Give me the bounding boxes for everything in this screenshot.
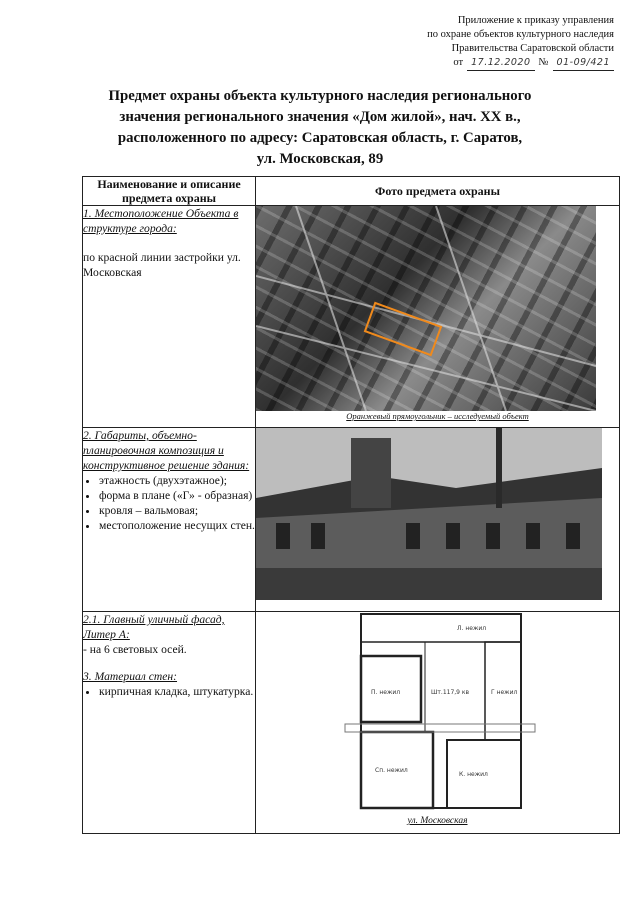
plan-label-top: Л. нежил xyxy=(456,625,486,632)
material-list xyxy=(83,684,255,699)
list-item: • этажность (двухэтажное); xyxy=(99,473,255,488)
location-heading: 1. Местоположение Объекта в структуре города: xyxy=(83,207,239,235)
row3-description xyxy=(83,612,256,834)
order-number: 01-09/421 xyxy=(553,56,614,71)
aerial-photo xyxy=(256,206,596,411)
target-rectangle xyxy=(365,303,441,355)
appendix-line: по охране объектов культурного наследия xyxy=(427,29,614,40)
table-header-row xyxy=(83,177,620,206)
document-title xyxy=(60,86,580,170)
row1-photo xyxy=(256,206,620,428)
title-line: значения регионального значения «Дом жилой», нач. XX в., xyxy=(119,109,521,125)
floor-plan-wrap xyxy=(256,612,619,816)
plan-label-bot-right: К. нежил xyxy=(458,771,488,778)
facade-text: - на 6 световых осей. xyxy=(83,643,187,656)
plan-label-bot-left: Сп. нежил xyxy=(374,767,408,774)
row2-photo xyxy=(256,428,620,612)
from-label: от xyxy=(453,57,464,68)
row1-description xyxy=(83,206,256,428)
title-line: ул. Московская, 89 xyxy=(256,151,384,167)
order-date: 17.12.2020 xyxy=(467,56,534,71)
dimensions-heading: 2. Габариты, объемно-планировочная композиция и конструктивное решение здания: xyxy=(83,429,250,472)
title-line: расположенного по адресу: Саратовская область, г. Саратов, xyxy=(117,130,523,146)
list-item: • местоположение несущих стен. xyxy=(99,518,255,533)
appendix-note xyxy=(427,14,614,71)
appendix-line: Правительства Саратовской области xyxy=(451,43,614,54)
table-row xyxy=(83,206,620,428)
list-item: • кирпичная кладка, штукатурка. xyxy=(99,684,255,699)
location-text: по красной линии застройки ул. Московская xyxy=(83,251,241,279)
row2-description xyxy=(83,428,256,612)
list-item: • форма в плане («Г» - образная) xyxy=(99,488,255,503)
plan-label-center: Шт.117,9 кв xyxy=(430,689,469,696)
dimensions-list xyxy=(83,473,255,533)
col-photo-header: Фото предмета охраны xyxy=(256,177,620,206)
plan-caption: ул. Московская xyxy=(407,816,468,826)
aerial-caption: Оранжевый прямоугольник – исследуемый объект xyxy=(346,411,529,421)
table-row xyxy=(83,428,620,612)
plan-label-right: Г нежил xyxy=(490,689,517,696)
row3-photo xyxy=(256,612,620,834)
table-row xyxy=(83,612,620,834)
plan-label-mid-left: П. нежил xyxy=(370,689,400,696)
facade-photo xyxy=(256,428,602,600)
order-date-number xyxy=(427,56,614,71)
title-line: Предмет охраны объекта культурного наследия регионального xyxy=(108,88,532,104)
floor-plan xyxy=(339,612,537,816)
col-description-header: Наименование и описание предмета охраны xyxy=(83,177,256,206)
protection-table xyxy=(82,176,620,834)
number-label: № xyxy=(538,57,549,68)
facade-heading: 2.1. Главный уличный фасад, Литер А: xyxy=(83,613,225,641)
material-heading: 3. Материал стен: xyxy=(83,670,178,683)
list-item: • кровля – вальмовая; xyxy=(99,503,255,518)
appendix-line: Приложение к приказу управления xyxy=(457,15,614,26)
